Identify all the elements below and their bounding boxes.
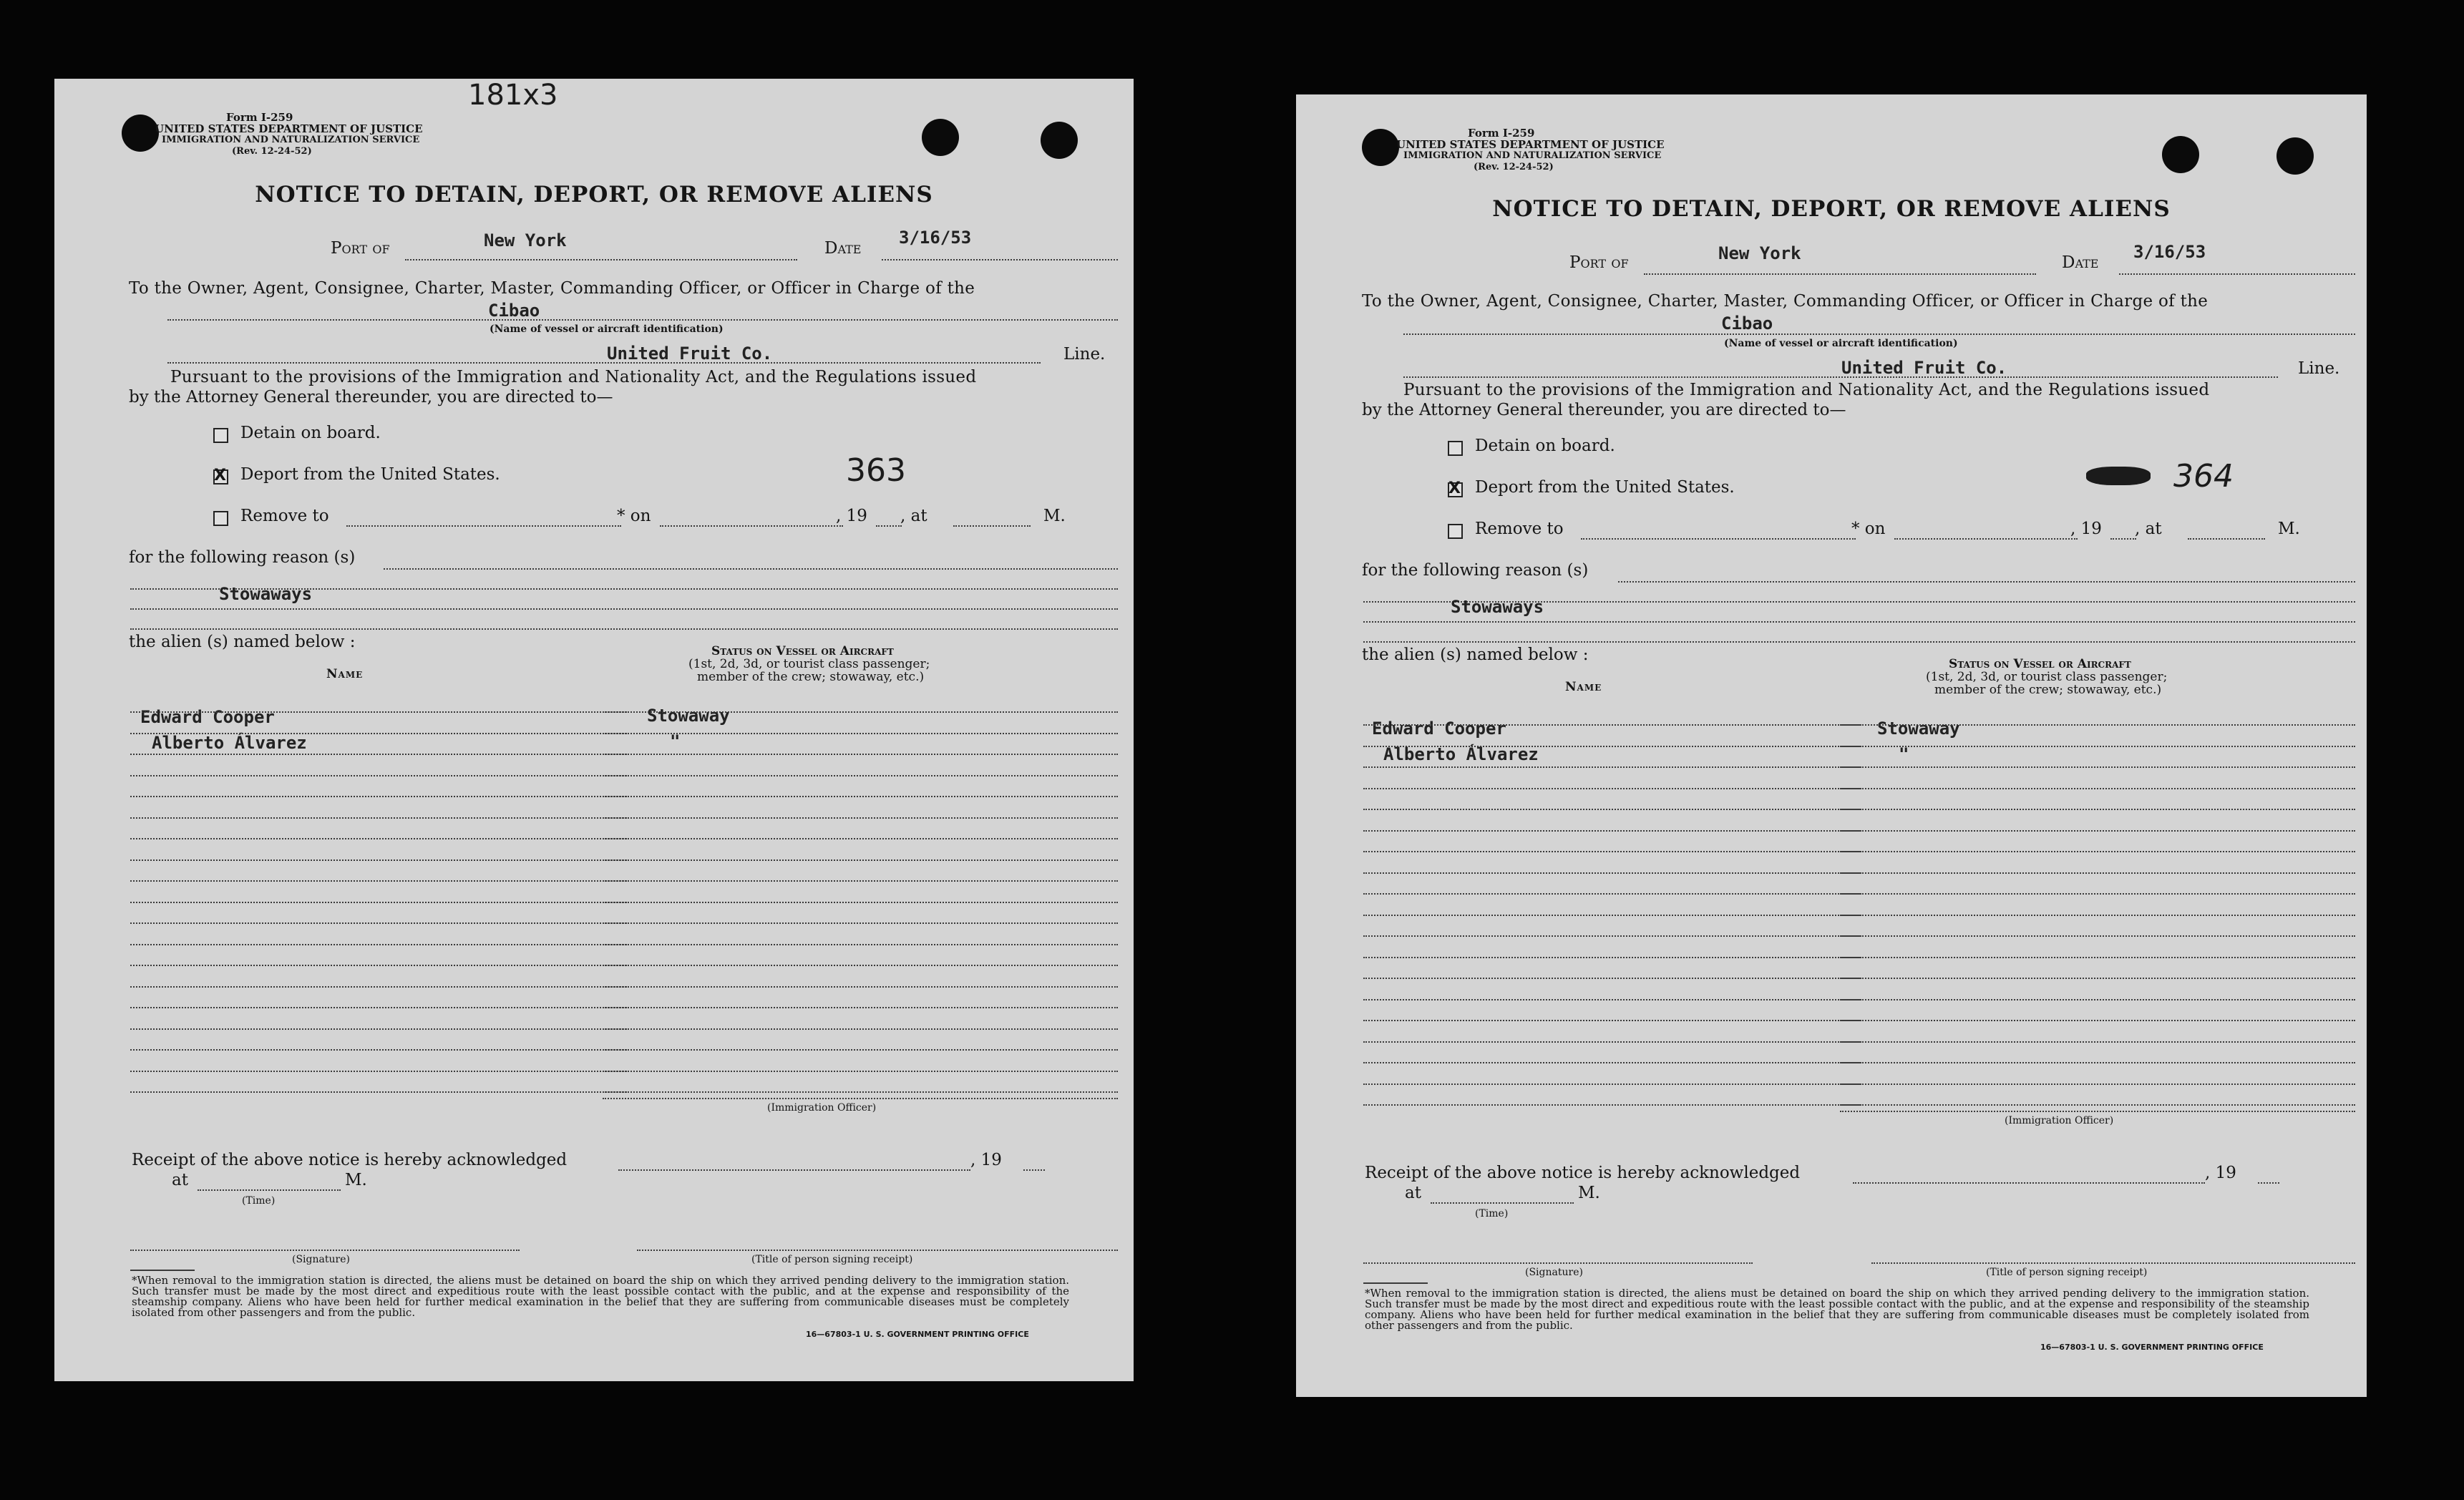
table-rule [603,711,1118,713]
date-label: Date [2062,253,2099,272]
pursuant-text-2: by the Attorney General thereunder, you are directed to— [129,388,613,406]
reason-value: Stowaways [1451,597,1544,617]
table-rule [130,1049,627,1051]
line-value: United Fruit Co. [1841,358,2007,378]
line-value: United Fruit Co. [607,344,773,364]
table-rule [1840,766,2355,768]
detain-label: Detain on board. [1475,437,1615,455]
to-owner-text: To the Owner, Agent, Consignee, Charter, Master, Commanding Officer, or Officer in Charge of the [1362,292,2209,311]
service-name: IMMIGRATION AND NATURALIZATION SERVICE [162,135,420,145]
port-value: New York [1718,243,1801,263]
remove-label: Remove to [1475,520,1564,538]
table-rule [1363,893,1861,895]
line-label: Line. [1063,345,1106,364]
table-rule [1840,1083,2355,1085]
reasons-label: for the following reason (s) [129,548,356,567]
handwritten-number: 364 [2173,458,2234,495]
table-rule [603,754,1118,755]
table-rule [603,944,1118,945]
reason-value: Stowaways [219,584,313,604]
table-rule [1840,935,2355,937]
table-rule [130,1028,627,1030]
table-rule [603,1007,1118,1008]
table-rule [1840,1062,2355,1063]
detain-checkbox[interactable] [1448,441,1463,456]
form-page-left [54,79,1134,1381]
year-label: , 19 [2070,520,2102,538]
remove-checkbox[interactable] [213,511,228,526]
table-rule [1363,915,1861,916]
table-rule [603,859,1118,861]
alien-status: " [1899,744,1909,764]
signature-caption: (Signature) [292,1254,350,1265]
deport-label: Deport from the United States. [240,465,500,484]
punch-hole [2162,136,2199,173]
pursuant-text-2: by the Attorney General thereunder, you are directed to— [1362,401,1846,419]
table-rule [1363,1041,1861,1043]
table-rule [1840,830,2355,832]
status-column-header: Status on Vessel or Aircraft [1949,657,2131,671]
punch-hole [2276,137,2314,175]
table-rule [603,796,1118,797]
table-rule [603,775,1118,776]
detain-checkbox[interactable] [213,428,228,443]
table-rule [1363,788,1861,789]
form-revision: (Rev. 12-24-52) [232,146,312,157]
port-value: New York [484,230,567,250]
table-rule [1840,915,2355,916]
table-rule [1363,746,1861,747]
table-rule [1363,851,1861,852]
alien-name: Edward Cooper [1372,719,1506,739]
table-rule [603,986,1118,988]
table-rule [1363,1020,1861,1021]
table-rule [130,902,627,903]
deport-checkbox[interactable]: X [213,469,228,484]
status-column-sub: (1st, 2d, 3d, or tourist class passenger; [1926,670,2168,684]
table-rule [603,922,1118,924]
m-label: M. [2278,520,2300,538]
deport-checkbox[interactable]: X [1448,482,1463,497]
on-label: * on [1851,520,1886,538]
department-name: UNITED STATES DEPARTMENT OF JUSTICE [155,122,423,135]
punch-hole [922,119,959,156]
table-rule [1840,851,2355,852]
pursuant-text: Pursuant to the provisions of the Immigration and Nationality Act, and the Regulations issued [1403,381,2210,399]
receipt-text: Receipt of the above notice is hereby acknowledged [132,1151,568,1169]
handwritten-note: 181x3 [468,79,558,112]
table-rule [1840,957,2355,958]
punch-hole [122,115,159,152]
year-label: , 19 [836,507,867,525]
status-column-sub: member of the crew; stowaway, etc.) [1934,683,2162,697]
at-label: , at [900,507,927,525]
status-column-sub: (1st, 2d, 3d, or tourist class passenger; [688,657,930,671]
table-rule [130,965,627,966]
table-rule [1363,935,1861,937]
punch-hole [1362,129,1399,166]
m-label: M. [1578,1184,1600,1202]
table-rule [1840,809,2355,810]
table-rule [1840,746,2355,747]
time-caption: (Time) [1475,1208,1509,1219]
table-rule [130,817,627,819]
table-rule [1840,1020,2355,1021]
printer-line: 16—67803-1 U. S. GOVERNMENT PRINTING OFFICE [2040,1343,2264,1352]
table-rule [1363,766,1861,768]
table-rule [603,1071,1118,1072]
form-title: NOTICE TO DETAIN, DEPORT, OR REMOVE ALIENS [255,182,933,208]
m-label: M. [345,1171,367,1189]
table-rule [1840,788,2355,789]
table-rule [130,1071,627,1072]
aliens-label: the alien (s) named below : [129,633,356,651]
at-label: , at [2135,520,2162,538]
table-rule [1363,999,1861,1000]
table-rule [1363,1104,1861,1106]
table-rule [130,944,627,945]
name-column-header: Name [1565,680,1602,694]
date-value: 3/16/53 [2133,242,2206,262]
alien-name: Alberto Álvarez [152,733,307,753]
table-rule [130,733,627,734]
table-rule [603,817,1118,819]
table-rule [1363,957,1861,958]
name-column-header: Name [326,667,364,681]
table-rule [1840,893,2355,895]
date-label: Date [824,239,862,258]
deport-label: Deport from the United States. [1475,478,1735,497]
table-rule [130,711,627,713]
remove-checkbox[interactable] [1448,524,1463,539]
table-rule [603,902,1118,903]
table-rule [130,754,627,755]
table-rule [130,1007,627,1008]
table-rule [1840,872,2355,874]
table-rule [130,986,627,988]
table-rule [1840,1041,2355,1043]
title-caption: (Title of person signing receipt) [751,1254,913,1265]
table-rule [603,880,1118,882]
at-label: at [1405,1184,1421,1202]
form-revision: (Rev. 12-24-52) [1474,162,1554,172]
port-label: Port of [1569,253,1629,272]
vessel-caption: (Name of vessel or aircraft identification) [1724,338,1958,349]
table-rule [1363,1083,1861,1085]
table-rule [1840,978,2355,979]
table-rule [1363,809,1861,810]
table-rule [603,1091,1118,1093]
on-label: * on [617,507,651,525]
vessel-caption: (Name of vessel or aircraft identification) [490,323,724,335]
printer-line: 16—67803-1 U. S. GOVERNMENT PRINTING OFFICE [806,1330,1029,1339]
table-rule [130,859,627,861]
table-rule [1363,978,1861,979]
alien-status: " [670,731,681,751]
pursuant-text: Pursuant to the provisions of the Immigration and Nationality Act, and the Regulations issued [170,368,977,386]
table-rule [603,1028,1118,1030]
receipt-year: , 19 [970,1151,1002,1169]
form-number: Form I-259 [226,111,293,124]
table-rule [1363,1062,1861,1063]
form-title: NOTICE TO DETAIN, DEPORT, OR REMOVE ALIENS [1492,196,2171,222]
officer-caption: (Immigration Officer) [767,1102,877,1114]
form-page-right [1296,94,2367,1397]
remove-label: Remove to [240,507,329,525]
port-label: Port of [331,239,390,258]
table-rule [130,775,627,776]
vessel-value: Cibao [488,301,540,321]
officer-caption: (Immigration Officer) [2005,1115,2114,1126]
table-rule [1840,999,2355,1000]
date-value: 3/16/53 [899,228,972,248]
alien-status: Stowaway [1877,719,1960,739]
status-column-sub: member of the crew; stowaway, etc.) [697,670,925,684]
m-label: M. [1043,507,1066,525]
footnote: *When removal to the immigration station is directed, the aliens must be detained on board the ship on which they arrived pending delivery to the immigration station. Such transfer must be made by the most direct and expeditious route with the least possible contact with the public, and at the expense and responsibility of the steamship company. Aliens who have been held for further medical examination in the belief that they are suffering from communicable diseases must be completely isolated from other passengers and from the public. [132,1274,1069,1319]
aliens-label: the alien (s) named below : [1362,646,1589,664]
table-rule [130,880,627,882]
receipt-year: , 19 [2205,1164,2236,1182]
table-rule [130,796,627,797]
table-rule [603,838,1118,839]
table-rule [130,838,627,839]
at-label: at [172,1171,188,1189]
status-column-header: Status on Vessel or Aircraft [711,644,894,658]
line-label: Line. [2298,359,2340,378]
form-number: Form I-259 [1468,127,1535,140]
signature-caption: (Signature) [1525,1267,1583,1278]
table-rule [603,965,1118,966]
title-caption: (Title of person signing receipt) [1986,1267,2148,1278]
table-rule [1840,724,2355,726]
receipt-text: Receipt of the above notice is hereby acknowledged [1365,1164,1801,1182]
service-name: IMMIGRATION AND NATURALIZATION SERVICE [1403,150,1662,161]
table-rule [603,733,1118,734]
table-rule [130,1091,627,1093]
vessel-value: Cibao [1721,313,1773,333]
crossed-out-number [2086,467,2151,485]
punch-hole [1041,122,1078,159]
alien-status: Stowaway [647,706,730,726]
department-name: UNITED STATES DEPARTMENT OF JUSTICE [1396,138,1665,151]
table-rule [1363,872,1861,874]
alien-name: Edward Cooper [140,707,275,727]
table-rule [1363,724,1861,726]
handwritten-number: 363 [846,452,906,489]
footnote: *When removal to the immigration station is directed, the aliens must be detained on board the ship on which they arrived pending delivery to the immigration station. Such transfer must be made by the most direct and expeditious route with the least possible contact with the public, and at the expense and responsibility of the steamship company. Aliens who have been held for further medical examination in the belief that they are suffering from communicable diseases must be completely isolated from other passengers and from the public. [1365,1287,2309,1332]
to-owner-text: To the Owner, Agent, Consignee, Charter, Master, Commanding Officer, or Officer in Charge of the [129,279,975,298]
detain-label: Detain on board. [240,424,381,442]
time-caption: (Time) [242,1195,276,1207]
alien-name: Alberto Álvarez [1383,744,1539,764]
reasons-label: for the following reason (s) [1362,561,1589,580]
table-rule [603,1049,1118,1051]
table-rule [130,922,627,924]
table-rule [1363,830,1861,832]
table-rule [1840,1104,2355,1106]
